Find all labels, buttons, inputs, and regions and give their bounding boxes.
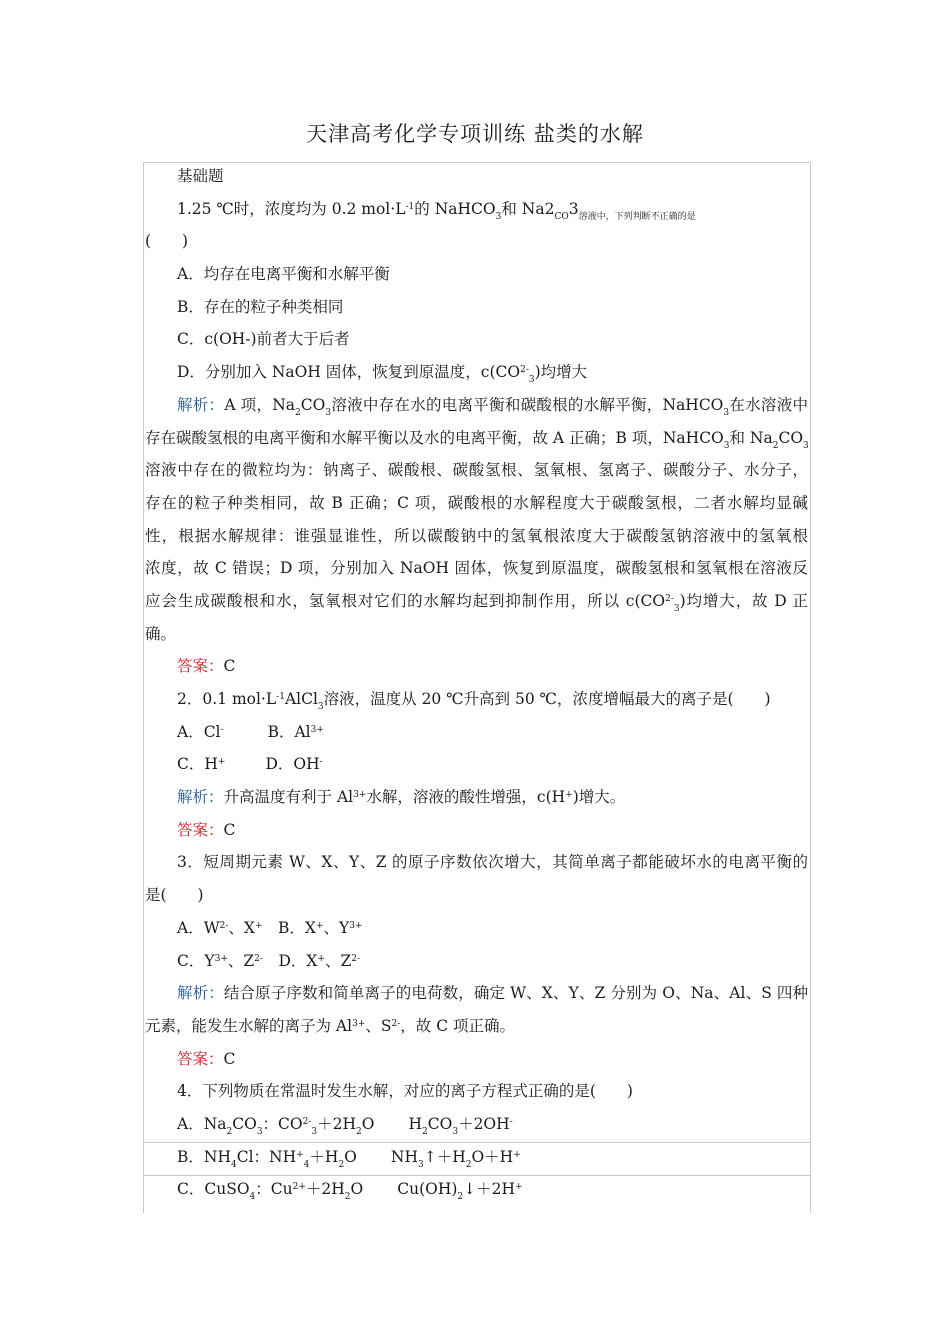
question-2-answer: 答案：C: [177, 820, 236, 839]
question-4-option-b: B．$NH_4Cl$：$NH^+_4+H_2O$ $NH_3↑+H_2O+H^+$: [177, 1147, 521, 1170]
question-1-option-c: C．c(OH-)前者大于后者: [177, 330, 350, 349]
answer-label: 答案：: [177, 657, 224, 676]
question-3-analysis: 解析：结合原子序数和简单离子的电荷数，确定 W、X、Y、Z 分别为 O、Na、Al、S 四种: [177, 984, 808, 1003]
answer-label: 答案：: [177, 1049, 224, 1068]
section-heading: 基础题: [177, 167, 224, 185]
answer-label: 答案：: [177, 820, 224, 839]
question-2-options-cd: C．H+ D．OH-: [177, 755, 323, 774]
analysis-label: 解析：: [177, 395, 225, 414]
question-2-stem: 2．0.1 $mol\cdot L^{-1}AlCl_3$溶液，温度从 20 ℃升高到 50 ℃，浓度增幅最大的离子是( ): [177, 690, 771, 712]
question-3-answer: 答案：C: [177, 1049, 236, 1068]
question-1-stem: 1.25 ℃时，浓度均为 0.2 $mol\cdot L^{-1}$的 NaHCO$_3$和 $Na2_{CO}3_{溶液中,下列判断不正确的是}$: [177, 199, 696, 222]
question-1-blank: ( ): [145, 232, 189, 251]
document-body: [145, 160, 808, 1206]
analysis-label: 解析：: [177, 984, 224, 1003]
question-3-options-ab: A．$W^{2-}$、X+ B．X+、$Y^{3+}$: [177, 918, 363, 937]
question-1-analysis-line: 解析：A 项，$Na_2CO_3$溶液中存在水的电离平衡和碳酸根的水解平衡，NaHCO$_3$在水溶液中: [177, 395, 808, 418]
analysis-label: 解析：: [177, 788, 224, 807]
question-1-answer: 答案：C: [177, 657, 236, 676]
question-1-option-a: A．均存在电离平衡和水解平衡: [177, 265, 390, 284]
question-4-option-c: C．CuSO$_4$：$Cu^{2+}+2H_2O$ $Cu(OH)_2↓+2H^+$: [177, 1180, 523, 1203]
page-title: 天津高考化学专项训练 盐类的水解: [306, 122, 644, 146]
question-4-stem: 4．下列物质在常温时发生水解，对应的离子方程式正确的是( ): [177, 1082, 633, 1101]
question-1-analysis-line: 溶液中存在的微粒均为：钠离子、碳酸根、碳酸氢根、氢氧根、氢离子、碳酸分子、水分子，: [145, 461, 808, 480]
question-1-option-b: B．存在的粒子种类相同: [177, 297, 344, 316]
question-1-option-d: D．分别加入 NaOH 固体，恢复到原温度，$c(CO^{2-}_3)$均增大: [177, 363, 588, 386]
question-3-options-cd: C．$Y^{3+}$、$Z^{2-}$ D．X+、$Z^{2-}$: [177, 951, 361, 970]
question-1-analysis-line: 存在的粒子种类相同，故 B 正确；C 项，碳酸根的水解程度大于碳酸氢根，二者水解均显碱: [145, 493, 808, 512]
question-1-analysis-line: 浓度，故 C 错误；D 项，分别加入 NaOH 固体，恢复到原温度，碳酸氢根和氢氧根在溶液反: [145, 559, 808, 578]
question-4-option-a: A．$Na_2CO_3$：$CO^{2-}_3+2H_2O$ $H_2CO_3+2OH^-$: [177, 1114, 513, 1137]
question-3-stem: 3．短周期元素 W、X、Y、Z 的原子序数依次增大，其简单离子都能破坏水的电离平衡的: [177, 853, 808, 872]
question-2-options-ab: A．Cl- B．$Al^{3+}$: [177, 722, 324, 741]
question-1-analysis-line: 确。: [145, 624, 177, 643]
question-3-analysis-cont: 元素，能发生水解的离子为 $Al^{3+}$、$S^{2-}$，故 C 项正确。: [145, 1016, 515, 1035]
question-1-analysis-line: 存在碳酸氢根的电离平衡和水解平衡以及水的电离平衡，故 A 正确；B 项，NaHCO$_3$和 $Na_2CO_3$: [145, 428, 809, 451]
question-1-analysis-line: 应会生成碳酸根和水，氢氧根对它们的水解均起到抑制作用，所以 $c(CO^{2-}_3)$均增大，故 D 正: [145, 591, 808, 614]
question-2-analysis: 解析：升高温度有利于 $Al^{3+}$水解，溶液的酸性增强，c(H+)增大。: [177, 788, 626, 807]
question-3-stem-cont: 是( ): [145, 886, 204, 905]
question-1-analysis-line: 性，根据水解规律：谁强显谁性，所以碳酸钠中的氢氧根浓度大于碳酸氢钠溶液中的氢氧根: [145, 526, 808, 545]
